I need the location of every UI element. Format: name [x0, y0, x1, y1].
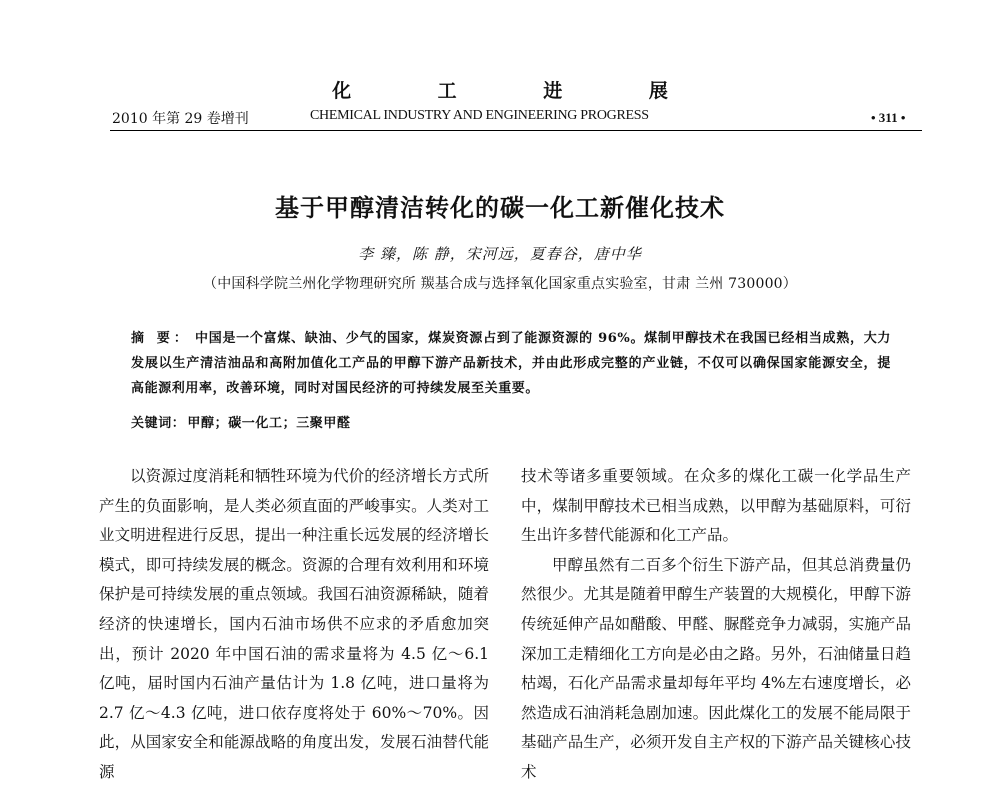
keywords-label: 关键词：: [131, 416, 186, 431]
authors: 李 臻，陈 静，宋河远，夏春谷，唐中华: [358, 245, 642, 263]
body-paragraph: 甲醇虽然有二百多个衍生下游产品，但其总消费量仍然很少。尤其是随着甲醇生产装置的大规模化，甲醇下游传统延伸产品如醋酸、甲醛、脲醛竞争力减弱，实施产品深加工走精细化工方向是必由之路。另外，石油储量日趋枯竭，石化产品需求量却每年平均 4%左右速度增长，必然造成石油消耗急剧加速。因此煤化工的发展不能局限于基础产品生产，必须开发自主产权的下游产品关键核心技术: [521, 555, 911, 781]
abstract-label: 摘 要：: [131, 331, 192, 346]
body-left-column: [99, 462, 489, 788]
header-rule: [110, 130, 922, 131]
page-number: • 311 •: [871, 110, 906, 125]
keywords: [131, 412, 351, 431]
abstract-text: 中国是一个富煤、缺油、少气的国家，煤炭资源占到了能源资源的 96%。煤制甲醇技术在我国已经相当成熟，大力发展以生产清洁油品和高附加值化工产品的甲醇下游产品新技术，并由此形成完整的产业链，不仅可以确保国家能源安全，提高能源利用率，改善环境，同时对国民经济的可持续发展至关重要。: [131, 331, 892, 396]
journal-english-title: CHEMICAL INDUSTRY AND ENGINEERING PROGRESS: [310, 108, 649, 123]
issue-info: 2010 年第 29 卷增刊: [112, 111, 249, 127]
abstract: [131, 326, 891, 401]
journal-title: 化 工 进 展: [332, 80, 708, 102]
body-right-column: [521, 462, 911, 788]
body-paragraph: 技术等诸多重要领域。在众多的煤化工碳一化学品生产中，煤制甲醇技术已相当成熟，以甲醇为基础原料，可衍生出许多替代能源和化工产品。: [521, 467, 911, 545]
keywords-text: 甲醇；碳一化工；三聚甲醛: [187, 416, 351, 431]
affiliation: （中国科学院兰州化学物理研究所 羰基合成与选择氧化国家重点实验室，甘肃 兰州 730000）: [203, 276, 797, 292]
paper-title: 基于甲醇清洁转化的碳一化工新催化技术: [275, 194, 725, 222]
body-paragraph: 以资源过度消耗和牺牲环境为代价的经济增长方式所产生的负面影响，是人类必须直面的严峻事实。人类对工业文明进程进行反思，提出一种注重长远发展的经济增长模式，即可持续发展的概念。资源的合理有效利用和环境保护是可持续发展的重点领域。我国石油资源稀缺，随着经济的快速增长，国内石油市场供不应求的矛盾愈加突出，预计 2020 年中国石油的需求量将为 4.5 亿～6.1 亿吨，届时国内石油产量估计为 1.8 亿吨，进口量将为 2.7 亿～4.3 亿吨，进口依存度将处于 60%～70%。因此，从国家安全和能源战略的角度出发，发展石油替代能源: [99, 467, 489, 781]
